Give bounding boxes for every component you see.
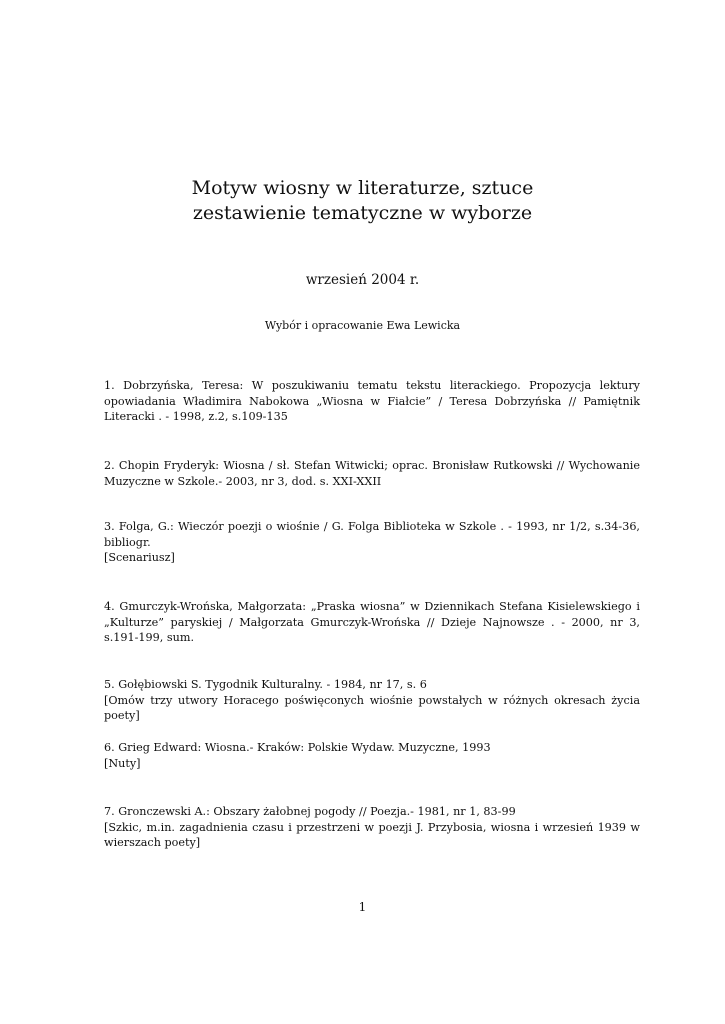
compiled-by: Wybór i opracowanie Ewa Lewicka (264, 319, 461, 332)
entry-text: 5. Gołębiowski S. Tygodnik Kulturalny. - 1984, nr 17, s. 6 (104, 678, 427, 691)
bibliography-entry-4 (104, 599, 640, 646)
entry-note: [Omów trzy utwory Horacego poświęconych wiośnie powstałych w różnych okresach życia poety] (104, 693, 640, 722)
bibliography-entry-6 (104, 740, 640, 771)
title-line-1: Motyw wiosny w literaturze, sztuce (191, 177, 534, 199)
bibliography-entry-5 (104, 677, 640, 724)
entry-note: [Scenariusz] (104, 551, 175, 564)
entry-note: [Szkic, m.in. zagadnienia czasu i przestrzeni w poezji J. Przybosia, wiosna i wrzesień 1939 w wierszach poety] (104, 820, 640, 849)
bibliography-entry-7 (104, 804, 640, 851)
bibliography-entry-2 (104, 458, 640, 489)
page-number: 1 (358, 900, 367, 914)
entry-note: [Nuty] (104, 756, 141, 770)
entry-text: 1. Dobrzyńska, Teresa: W poszukiwaniu tematu tekstu literackiego. Propozycja lektury opowiadania Władimira Nabokowa „Wiosna w Fiałcie” / Teresa Dobrzyńska // Pamiętnik Literacki . - 1998, z.2, s.109-135 (104, 379, 640, 423)
document-date: wrzesień 2004 r. (305, 272, 420, 288)
entry-text: 2. Chopin Fryderyk: Wiosna / sł. Stefan Witwicki; oprac. Bronisław Rutkowski // Wychowanie Muzyczne w Szkole.- 2003, nr 3, dod. s. XXI-XXII (104, 459, 640, 488)
title-line-2: zestawienie tematyczne w wyborze (192, 202, 533, 224)
entry-text: 3. Folga, G.: Wieczór poezji o wiośnie / G. Folga Biblioteka w Szkole . - 1993, nr 1/2, s.34-36, bibliogr. (104, 520, 640, 549)
entry-text: 6. Grieg Edward: Wiosna.- Kraków: Polskie Wydaw. Muzyczne, 1993 (104, 741, 491, 754)
document-title (0, 176, 725, 226)
bibliography-entry-3 (104, 519, 640, 566)
entry-text: 4. Gmurczyk-Wrońska, Małgorzata: „Praska wiosna” w Dziennikach Stefana Kisielewskiego i „Kulturze” paryskiej / Małgorzata Gmurczyk-Wrońska // Dzieje Najnowsze . - 2000, nr 3, s.191-199, sum. (104, 600, 640, 644)
entry-text: 7. Gronczewski A.: Obszary żałobnej pogody // Poezja.- 1981, nr 1, 83-99 (104, 805, 516, 818)
bibliography-entry-1 (104, 378, 640, 425)
